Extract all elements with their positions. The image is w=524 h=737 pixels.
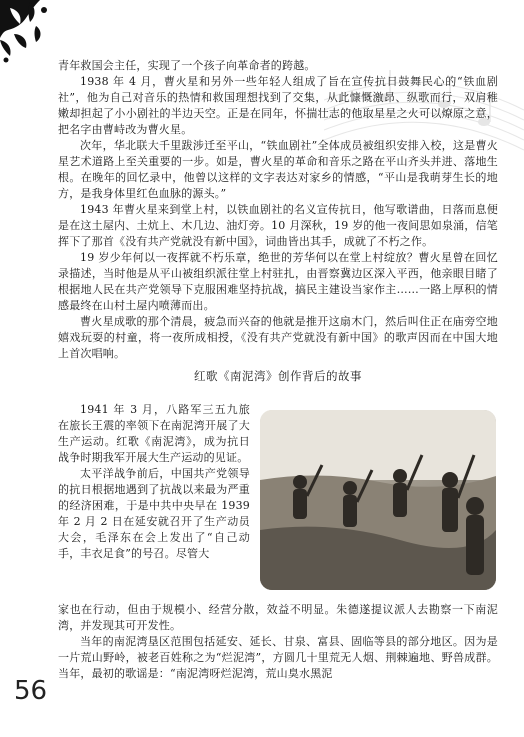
corner-ornament-icon <box>0 0 62 66</box>
historical-photo <box>260 410 496 590</box>
paragraph: 19 岁少年何以一夜挥就不朽乐章，绝世的芳华何以在堂上村绽放？曹火星曾在回忆录描述，当时他是从平山被组织派往堂上村驻扎，由晋察冀边区深入平西，他亲眼目睹了根据地人民在共产党领导下克服困难坚持抗战，搞民主建设当家作主……一路上厚积的情感最终在山村土屋内喷薄而出。 <box>58 251 498 312</box>
paragraph: 1938 年 4 月，曹火星和另外一些年轻人组成了旨在宣传抗日鼓舞民心的“铁血剧社”，他为自己对音乐的热情和救国理想找到了交集，从此慷慨激昂、纵歌而行，双肩稚嫩却担起了小小剧社的半边天空。正是在同年，怀揣壮志的他取星星之火可以燎原之意，把名字由曹峙改为曹火星。 <box>58 75 498 136</box>
page-number: 56 <box>14 676 48 706</box>
section-heading: 红歌《南泥湾》创作背后的故事 <box>194 369 362 383</box>
paragraph: 家也在行动，但由于规模小、经营分散，效益不明显。朱德遂提议派人去勘察一下南泥湾，并发现其可开发性。 <box>58 603 498 632</box>
bottom-text-block <box>58 602 498 682</box>
paragraph: 次年，华北联大千里跋涉迁至平山，“铁血剧社”全体成员被组织安排入校，这是曹火星艺术道路上至关重要的一步。如是，曹火星的革命和音乐之路在平山齐头并进、落地生根。在晚年的回忆录中，他曾以这样的文字表达对家乡的情感，“平山是我萌芽生长的地方，是我身体里红色血脉的源头。” <box>58 139 498 200</box>
paragraph: 青年救国会主任，实现了一个孩子向革命者的跨越。 <box>58 59 316 72</box>
paragraph: 1943 年曹火星来到堂上村，以铁血剧社的名义宣传抗日，他写歌谱曲，日落而息便是在这土屋内、土炕上、木几边、油灯旁。10 月深秋，19 岁的他一夜间思如泉涌，信笔挥下了那首《没有共产党就没有新中国》，词曲皆出其手，成就了不朽之作。 <box>58 203 498 248</box>
paragraph: 曹火星成歌的那个清晨，疲急而兴奋的他就是推开这扇木门，然后叫住正在庙旁空地嬉戏玩耍的村童，将一夜所成相授，《没有共产党就没有新中国》的歌声因而在中国大地上首次唱响。 <box>58 315 498 360</box>
paragraph: 太平洋战争前后，中国共产党领导的抗日根据地遇到了抗战以来最为严重的经济困难，于是中共中央早在 1939 年 2 月 2 日在延安就召开了生产动员大会，毛泽东在会上发出了“自己动手，丰衣足食”的号召。尽管大 <box>58 467 250 560</box>
paragraph: 1941 年 3 月，八路军三五九旅在旅长王震的率领下在南泥湾开展了大生产运动。红歌《南泥湾》，成为抗日战争时期我军开展大生产运动的见证。 <box>58 403 250 464</box>
soldiers-farming-photo-icon <box>260 410 496 590</box>
column-text-block <box>58 402 250 562</box>
intro-text-block <box>58 58 498 362</box>
paragraph: 当年的南泥湾垦区范围包括延安、延长、甘泉、富县、固临等县的部分地区。因为是一片荒山野岭，被老百姓称之为“烂泥湾”，方圆几十里荒无人烟、荆棘遍地、野兽成群。当年，最初的歌谣是：“南泥湾呀烂泥湾，荒山臭水黑泥 <box>58 635 498 680</box>
